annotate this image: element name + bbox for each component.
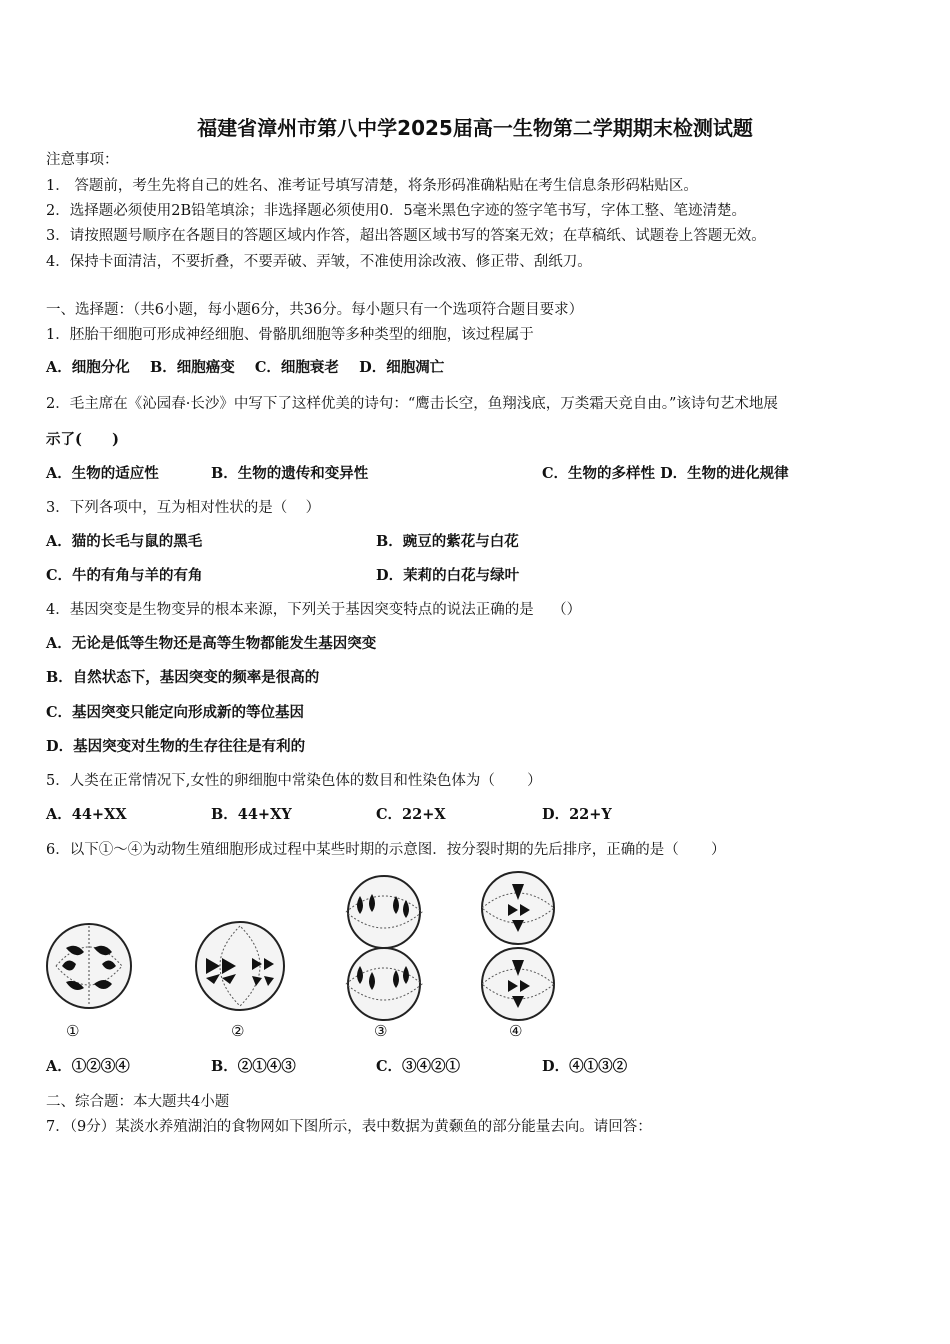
notice-item-4: 4．保持卡面清洁，不要折叠，不要弄破、弄皱，不准使用涂改液、修正带、刮纸刀。 (46, 254, 592, 270)
page-title: 福建省漳州市第八中学2025届高一生物第二学期期末检测试题 (197, 116, 753, 140)
cell-figure-1 (44, 918, 134, 1043)
q6-stem: 6．以下①～④为动物生殖细胞形成过程中某些时期的示意图．按分裂时期的先后排序，正确的是（ ） (46, 842, 726, 858)
notice-item-2: 2．选择题必须使用2B铅笔填涂；非选择题必须使用0．5毫米黑色字迹的签字笔书写，字体工整、笔迹清楚。 (46, 203, 747, 219)
section-1-heading: 一、选择题：（共6小题，每小题6分，共36分。每小题只有一个选项符合题目要求） (46, 302, 584, 318)
q4-option-a: A．无论是低等生物还是高等生物都能发生基因突变 (46, 635, 377, 652)
cell-figure-3 (336, 874, 432, 1022)
notice-item-1: 1． 答题前，考生先将自己的姓名、准考证号填写清楚，将条形码准确粘贴在考生信息条形码粘贴区。 (46, 178, 698, 194)
q3-option-d: D．茉莉的白花与绿叶 (376, 567, 520, 584)
q6-option-d: D．④①③② (542, 1058, 628, 1075)
q2-option-b: B．生物的遗传和变异性 (211, 465, 369, 482)
q2-stem-line1: 2．毛主席在《沁园春·长沙》中写下了这样优美的诗句：“鹰击长空，鱼翔浅底，万类霜天竞自由。”该诗句艺术地展 (46, 396, 778, 412)
q6-option-b: B．②①④③ (211, 1058, 296, 1075)
q1-stem: 1．胚胎干细胞可形成神经细胞、骨骼肌细胞等多种类型的细胞，该过程属于 (46, 327, 534, 343)
section-2-heading: 二、综合题：本大题共4小题 (46, 1094, 230, 1110)
q4-stem: 4．基因突变是生物变异的根本来源，下列关于基因突变特点的说法正确的是 （） (46, 602, 582, 618)
figure-2-label: ② (231, 1022, 245, 1040)
q7-stem: 7．（9分）某淡水养殖湖泊的食物网如下图所示，表中数据为黄颡鱼的部分能量去向。请回答： (46, 1119, 652, 1135)
q2-option-cd: C．生物的多样性 D．生物的进化规律 (542, 465, 789, 482)
q5-option-b: B．44+XY (211, 806, 292, 823)
figure-3-label: ③ (374, 1022, 388, 1040)
q2-stem-line2: 示了( ) (46, 431, 120, 448)
figure-4-label: ④ (509, 1022, 523, 1040)
cell-figure-4 (474, 870, 562, 1024)
q1-options: A．细胞分化 B．细胞癌变 C．细胞衰老 D．细胞凋亡 (46, 359, 445, 376)
cell-figure-2 (192, 918, 292, 1018)
q3-option-b: B．豌豆的紫花与白花 (376, 533, 519, 550)
q5-stem: 5．人类在正常情况下,女性的卵细胞中常染色体的数目和性染色体为（ ） (46, 773, 542, 789)
q3-option-a: A．猫的长毛与鼠的黑毛 (46, 533, 203, 550)
q4-option-c: C．基因突变只能定向形成新的等位基因 (46, 704, 305, 721)
q5-option-a: A．44+XX (46, 806, 127, 823)
notice-item-3: 3．请按照题号顺序在各题目的答题区域内作答，超出答题区域书写的答案无效；在草稿纸、试题卷上答题无效。 (46, 228, 766, 244)
q5-option-c: C．22+X (376, 806, 446, 823)
q2-option-a: A．生物的适应性 (46, 465, 159, 482)
q3-option-c: C．牛的有角与羊的有角 (46, 567, 203, 584)
q6-option-a: A．①②③④ (46, 1058, 130, 1075)
q6-option-c: C．③④②① (376, 1058, 461, 1075)
figure-1-label: ① (66, 1022, 80, 1040)
q4-option-b: B．自然状态下，基因突变的频率是很高的 (46, 669, 320, 686)
notice-heading: 注意事项： (46, 152, 119, 168)
q5-option-d: D．22+Y (542, 806, 612, 823)
q3-stem: 3．下列各项中，互为相对性状的是（ ） (46, 500, 321, 516)
q4-option-d: D．基因突变对生物的生存往往是有利的 (46, 738, 306, 755)
